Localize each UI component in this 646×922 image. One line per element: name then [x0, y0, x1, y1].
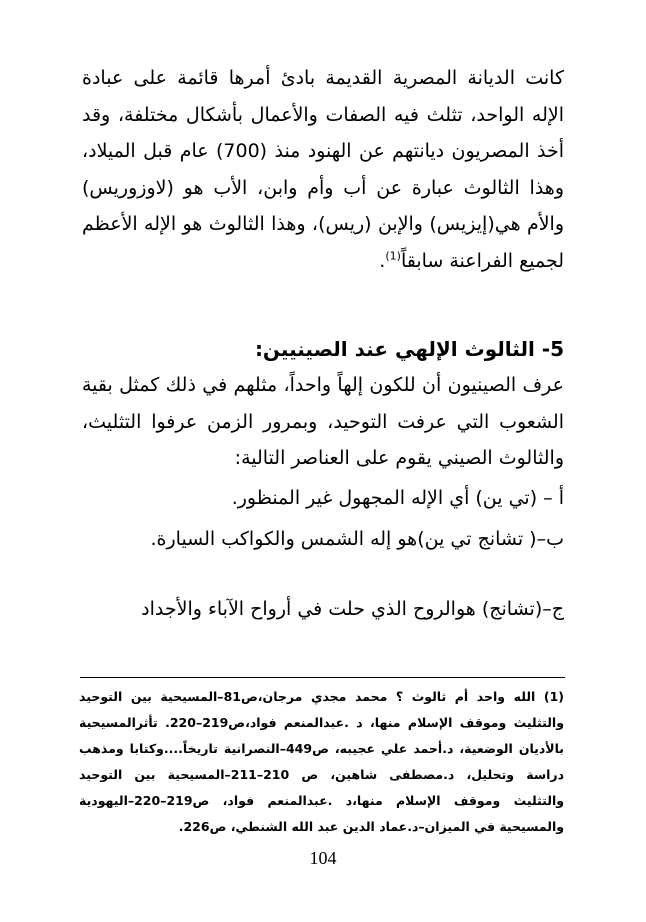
footnote-text: (1) الله واحد أم ثالوث ؟ محمد مجدي مرجان،ص81–المسيحية بين التوحيد والتثليث وموقف الإسلام منها، د .عبدالمنعم فواد،ص219–220. تأثرالمسيحية بالأديان الوضعية، د.أحمد علي عجيبه، ص449–النصرانية تاريخاً....وكتابا ومذهب دراسة وتحليل، د.مصطفى شاهين، ص 210–211–المسيحية بين التوحيد والتثليث وموقف الإسلام منها،د .عبدالمنعم فواد، ص219–220–اليهودية والمسيحية في الميزان–د.عماد الدين عبد الله الشنطي، ص226.: [79, 689, 565, 834]
paragraph-ancient-egypt: [82, 60, 564, 279]
paragraph-ancient-egypt-text: كانت الديانة المصرية القديمة بادئ أمرها قائمة على عبادة الإله الواحد، تثلث فيه الصفات والأعمال بأشكال مختلفة، وقد أخذ المصريون ديانتهم عن الهنود منذ (700) عام قبل الميلاد، وهذا الثالوث عبارة عن أب وأم وابن، الأب هو (لاوزوريس) والأم هي(إيزيس) والإبن (ريس)، وهذا الثالوث هو الإله الأعظم لجميع الفراعنة سابقاً: [82, 67, 564, 272]
list-item-c: ج–(تشانج) هوالروح الذي حلت في أرواح الآباء والأجداد: [141, 598, 564, 620]
paragraph-chinese-trinity: عرف الصينيون أن للكون إلهاً واحداً، مثلهم في ذلك كمثل بقية الشعوب التي عرفت التوحيد، وبمرور الزمن عرفوا التثليث، والثالوث الصيني يقوم على العناصر التالية:: [82, 374, 564, 469]
section-heading: 5- الثالوث الإلهي عند الصينيين:: [254, 337, 564, 361]
page-number: 104: [309, 848, 337, 868]
footnote-marker[interactable]: (1): [385, 249, 401, 263]
list-item-b: ب–( تشانج تي ين)هو إله الشمس والكواكب السيارة.: [150, 528, 564, 550]
paragraph-end-mark: .: [379, 249, 386, 272]
list-item-a: أ – (تي ين) أي الإله المجهول غير المنظور.: [231, 487, 564, 509]
footnote-divider: [80, 677, 565, 678]
